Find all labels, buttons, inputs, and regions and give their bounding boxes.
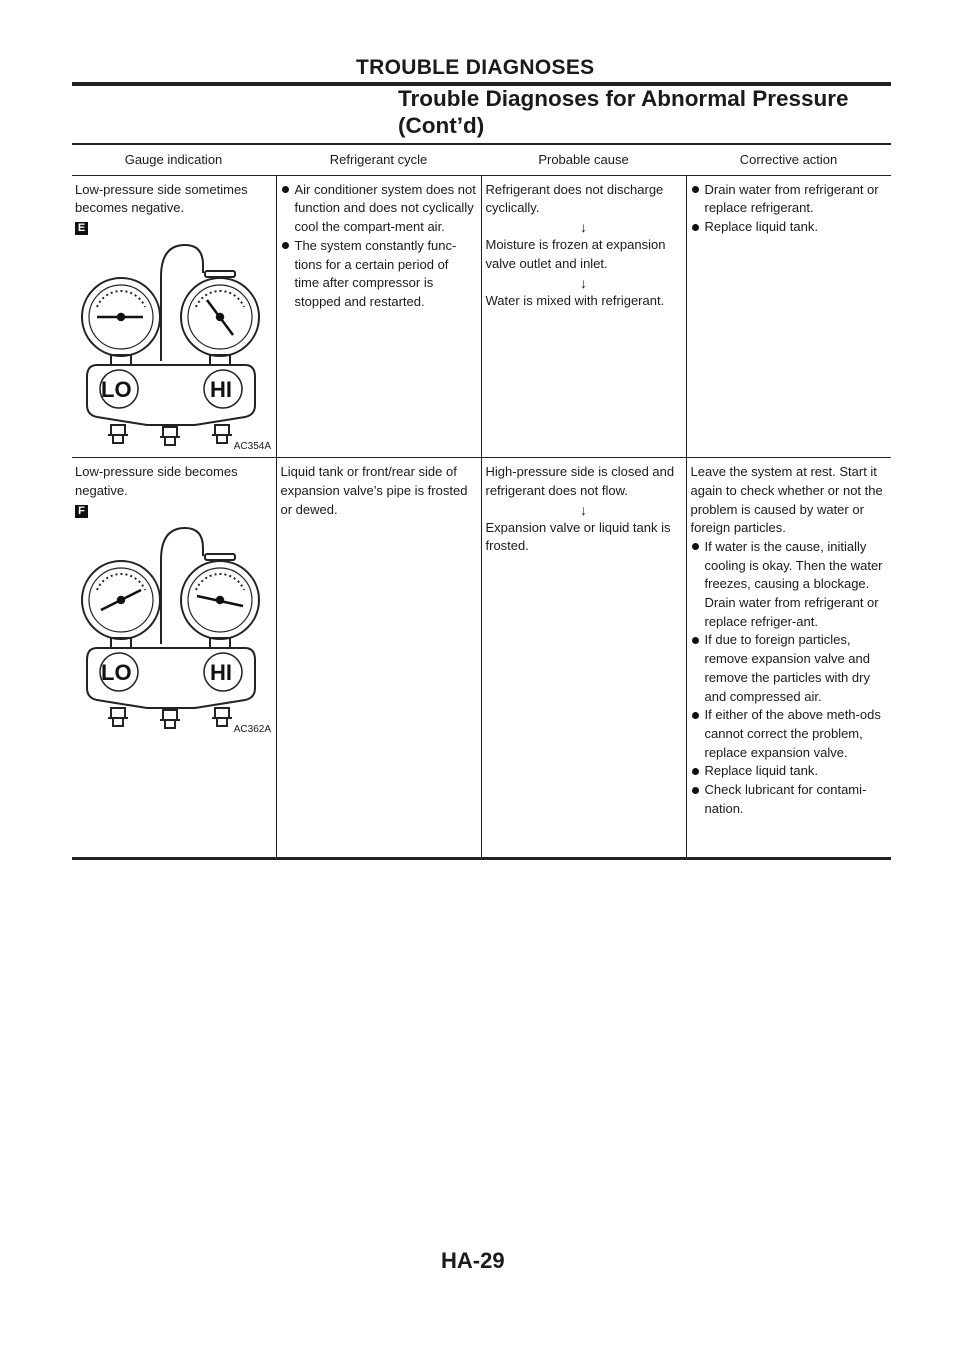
figure-code: AC354A <box>233 441 271 453</box>
page-title-line1: Trouble Diagnoses for Abnormal Pressure <box>398 86 849 111</box>
list-item: Air conditioner system does not function and does not cyclically cool the compart-ment air. <box>281 181 477 237</box>
column-header: Corrective action <box>686 146 891 175</box>
cause-text: High-pressure side is closed and refrigerant does not flow. <box>485 464 675 498</box>
list-item: Check lubricant for contami-nation. <box>691 781 888 818</box>
page-title <box>398 85 878 139</box>
condition-badge-icon: F <box>75 505 88 518</box>
list-item: If water is the cause, initially cooling is okay. Then the water freezes, causing a blockage. Drain water from refrigerant or replace refriger-ant. <box>691 538 888 632</box>
list-item: The system constantly func-tions for a certain period of time after compressor is stopped and restarted. <box>281 237 477 312</box>
probable-cause-cell <box>481 175 686 457</box>
manifold-gauge-icon <box>75 520 267 734</box>
lo-label: LO <box>101 377 132 403</box>
cause-text: Expansion valve or liquid tank is frosted. <box>485 519 671 554</box>
manifold-gauge-icon <box>75 237 267 451</box>
condition-badge-icon: E <box>75 222 88 235</box>
action-intro-text: Leave the system at rest. Start it again to check whether or not the problem is caused by water or foreign particles. <box>690 464 883 536</box>
cause-text: Refrigerant does not discharge cyclically. <box>485 181 664 216</box>
gauge-indication-cell <box>72 458 276 859</box>
section-title: TROUBLE DIAGNOSES <box>356 56 595 79</box>
cycle-list <box>281 181 477 312</box>
down-arrow-icon: ↓ <box>580 501 587 518</box>
action-list <box>691 181 888 237</box>
column-header: Gauge indication <box>72 146 276 175</box>
table-header-row <box>72 146 891 175</box>
hi-label: HI <box>210 659 232 685</box>
list-item: Drain water from refrigerant or replace refrigerant. <box>691 181 888 218</box>
column-header: Probable cause <box>481 146 686 175</box>
diagnosis-table <box>72 146 891 860</box>
corrective-action-cell <box>686 458 891 859</box>
table-row <box>72 175 891 457</box>
manifold-gauge-figure <box>75 237 271 451</box>
title-rule <box>72 143 891 145</box>
cause-text: Water is mixed with refrigerant. <box>485 292 665 308</box>
list-item: If due to foreign particles, remove expansion valve and remove the particles with dry and compressed air. <box>691 631 888 706</box>
down-arrow-icon: ↓ <box>580 274 587 291</box>
gauge-indication-text: Low-pressure side becomes negative. <box>75 464 238 498</box>
probable-cause-cell <box>481 458 686 859</box>
page-title-line2: (Cont’d) <box>398 113 485 138</box>
corrective-action-cell <box>686 175 891 457</box>
refrigerant-cycle-cell <box>276 175 481 457</box>
lo-label: LO <box>101 659 132 685</box>
gauge-indication-text: Low-pressure side sometimes becomes negative. <box>75 181 248 216</box>
list-item: Replace liquid tank. <box>691 218 888 237</box>
manifold-gauge-figure <box>75 520 271 734</box>
cycle-text: Liquid tank or front/rear side of expansion valve’s pipe is frosted or dewed. <box>280 464 468 517</box>
cause-text: Moisture is frozen at expansion valve outlet and inlet. <box>485 237 666 271</box>
list-item: If either of the above meth-ods cannot correct the problem, replace expansion valve. <box>691 706 888 762</box>
action-list <box>691 538 888 819</box>
page-number: HA-29 <box>441 1248 505 1273</box>
list-item: Replace liquid tank. <box>691 762 888 781</box>
down-arrow-icon: ↓ <box>580 219 587 236</box>
refrigerant-cycle-cell <box>276 458 481 859</box>
hi-label: HI <box>210 377 232 403</box>
column-header: Refrigerant cycle <box>276 146 481 175</box>
figure-code: AC362A <box>233 723 271 735</box>
gauge-indication-cell <box>72 175 276 457</box>
table-row <box>72 458 891 859</box>
